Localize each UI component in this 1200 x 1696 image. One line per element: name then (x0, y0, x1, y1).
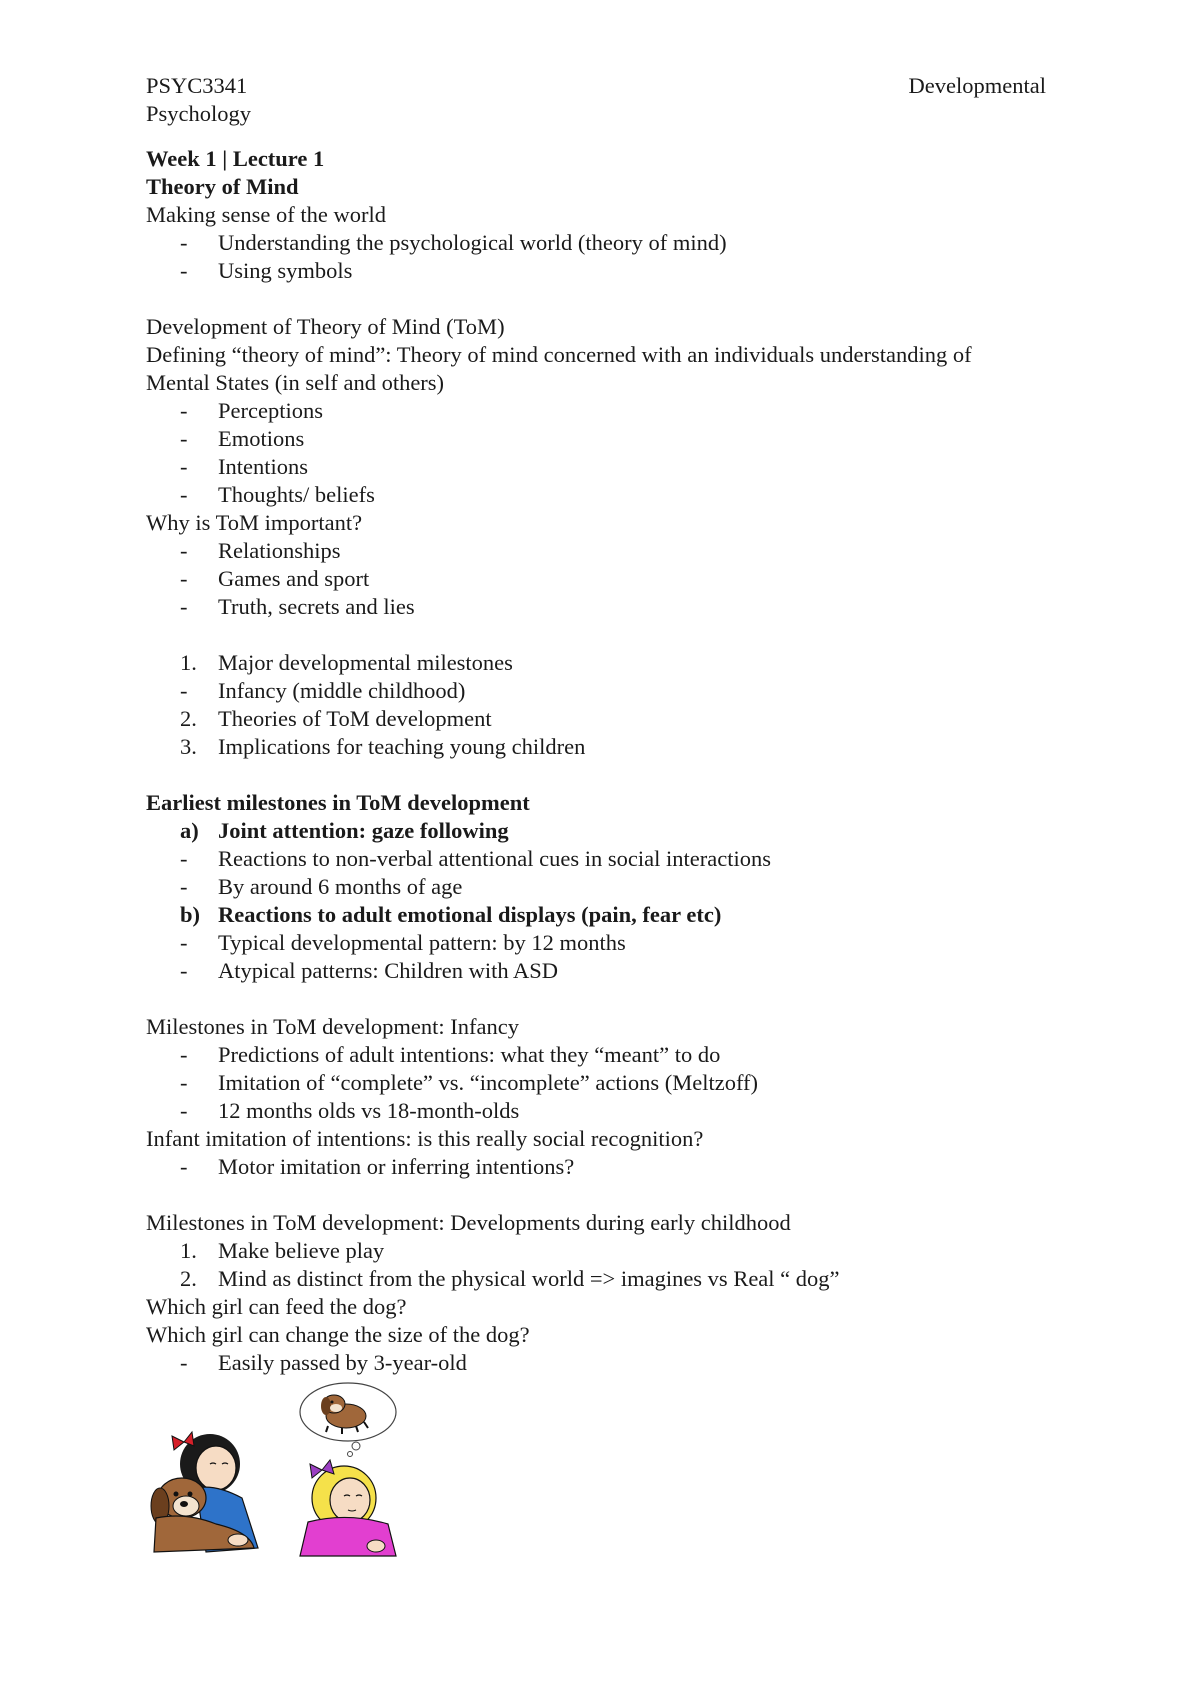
intro-title: Making sense of the world (146, 202, 386, 227)
list-item: - Intentions (180, 454, 308, 479)
list-item: - 12 months olds vs 18-month-olds (180, 1098, 520, 1123)
week-heading: Week 1 | Lecture 1 (146, 146, 325, 171)
earliest-heading: Earliest milestones in ToM development (146, 790, 530, 815)
question-line: Which girl can feed the dog? (146, 1294, 407, 1319)
girl-imagining-dog-illustration (292, 1382, 404, 1558)
definition-line: Mental States (in self and others) (146, 370, 445, 395)
list-item: - Typical developmental pattern: by 12 months (180, 930, 626, 955)
list-item: - By around 6 months of age (180, 874, 463, 899)
outline-item: 3. Implications for teaching young children (180, 734, 586, 759)
topic-heading: Theory of Mind (146, 174, 299, 199)
subheading-a: a) Joint attention: gaze following (180, 818, 509, 843)
list-item: - Imitation of “complete” vs. “incomplete” actions (Meltzoff) (180, 1070, 759, 1095)
list-item: - Truth, secrets and lies (180, 594, 415, 619)
list-item: - Understanding the psychological world (theory of mind) (180, 230, 727, 255)
list-item: 2. Mind as distinct from the physical world => imagines vs Real “ dog” (180, 1266, 840, 1291)
list-item: - Reactions to non-verbal attentional cues in social interactions (180, 846, 771, 871)
course-subject-continued: Psychology (146, 101, 252, 126)
list-item: - Emotions (180, 426, 305, 451)
running-header (146, 72, 1046, 100)
girl-hugging-dog-illustration (146, 1428, 262, 1556)
infancy-title: Milestones in ToM development: Infancy (146, 1014, 519, 1039)
definition-line: Defining “theory of mind”: Theory of mind concerned with an individuals understanding of (146, 342, 972, 367)
document-page (146, 72, 1046, 1377)
question-line: Which girl can change the size of the dog? (146, 1322, 530, 1347)
why-question: Why is ToM important? (146, 510, 363, 535)
development-title: Development of Theory of Mind (ToM) (146, 314, 505, 339)
early-childhood-title: Milestones in ToM development: Developments during early childhood (146, 1210, 791, 1235)
course-subject: Developmental (908, 73, 1046, 98)
outline-item: 2. Theories of ToM development (180, 706, 492, 731)
list-item: - Perceptions (180, 398, 323, 423)
list-item: - Motor imitation or inferring intentions? (180, 1154, 575, 1179)
outline-item: - Infancy (middle childhood) (180, 678, 466, 703)
infancy-question: Infant imitation of intentions: is this really social recognition? (146, 1126, 704, 1151)
list-item: - Thoughts/ beliefs (180, 482, 375, 507)
outline-item: 1. Major developmental milestones (180, 650, 513, 675)
subheading-b: b) Reactions to adult emotional displays (pain, fear etc) (180, 902, 722, 927)
course-code: PSYC3341 (146, 73, 248, 98)
list-item: - Using symbols (180, 258, 353, 283)
list-item: - Relationships (180, 538, 341, 563)
list-item: - Games and sport (180, 566, 370, 591)
list-item: 1. Make believe play (180, 1238, 385, 1263)
list-item: - Predictions of adult intentions: what they “meant” to do (180, 1042, 721, 1067)
list-item: - Easily passed by 3-year-old (180, 1350, 467, 1375)
list-item: - Atypical patterns: Children with ASD (180, 958, 558, 983)
